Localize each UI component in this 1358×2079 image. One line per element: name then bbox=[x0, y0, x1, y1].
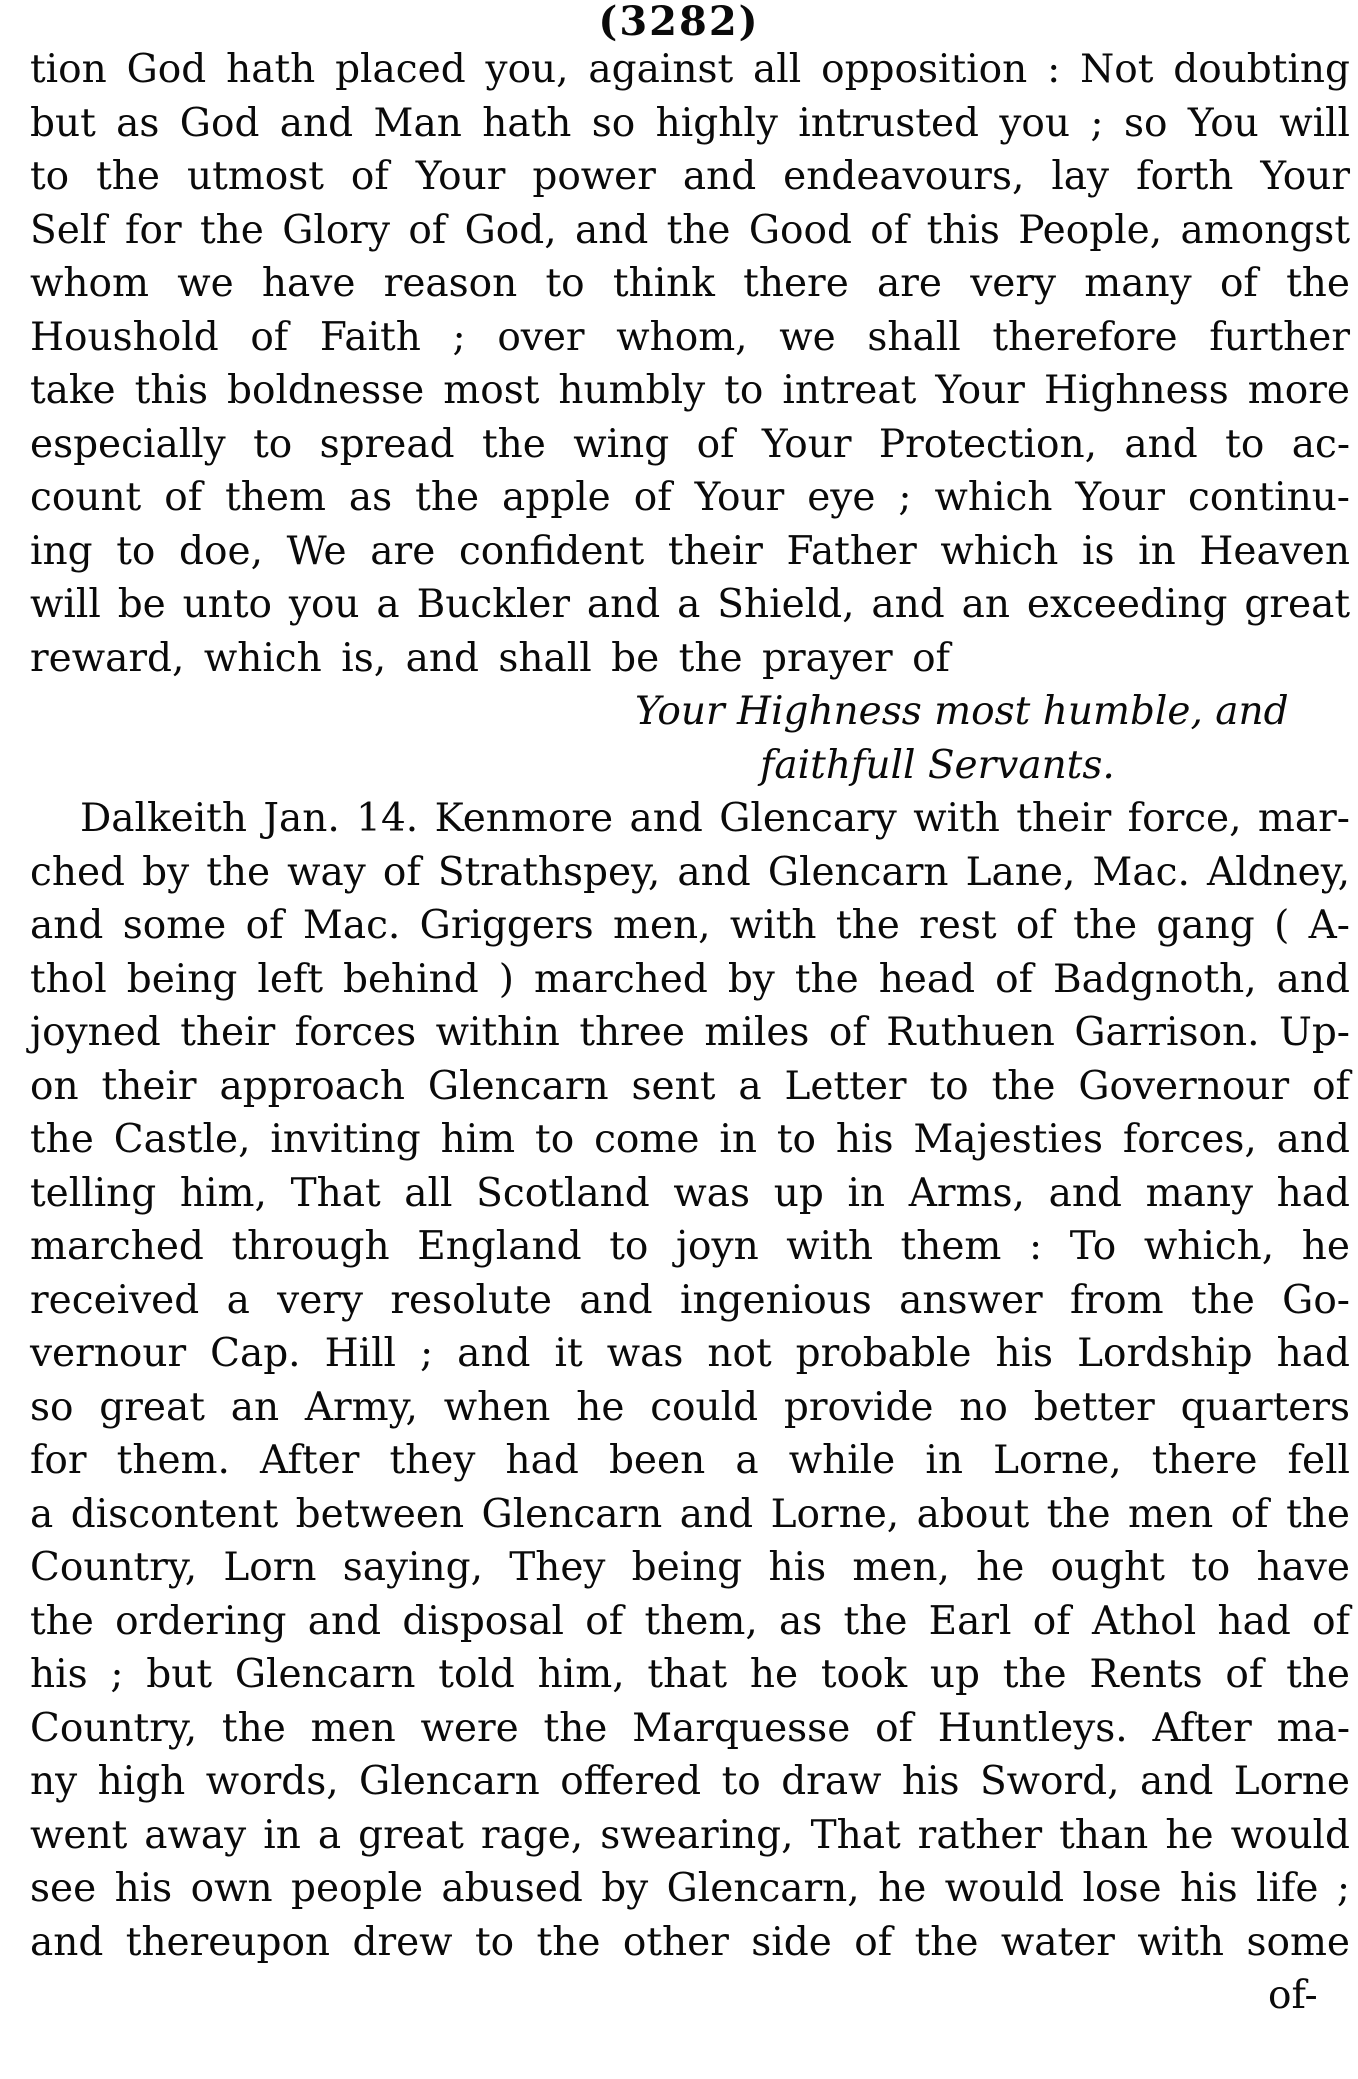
line-text: vernour Cap. Hill ; and it was not probable his Lordship had bbox=[30, 1331, 1350, 1376]
text-line bbox=[0, 97, 1358, 151]
line-text: ched by the way of Strathspey, and Glencarn Lane, Mac. Aldney, bbox=[30, 849, 1350, 895]
text-line bbox=[0, 364, 1358, 418]
line-text: ing to doe, We are confident their Father which is in Heaven bbox=[30, 528, 1350, 574]
text-line bbox=[0, 899, 1358, 953]
text-line bbox=[0, 525, 1358, 579]
line-text: marched through England to joyn with them : To which, he bbox=[30, 1224, 1350, 1269]
line-text: telling him, That all Scotland was up in Arms, and many had bbox=[30, 1170, 1350, 1216]
line-text: Houshold of Faith ; over whom, we shall therefore further bbox=[30, 314, 1350, 360]
text-line bbox=[0, 1434, 1358, 1488]
line-text: thol being left behind ) marched by the head of Badgnoth, and bbox=[30, 956, 1350, 1002]
text-line bbox=[0, 471, 1358, 525]
text-line bbox=[0, 311, 1358, 365]
line-text: take this boldnesse most humbly to intreat Your Highness more bbox=[30, 368, 1350, 413]
text-line bbox=[0, 1916, 1358, 1970]
catchword-line bbox=[0, 1969, 1358, 2023]
line-text: so great an Army, when he could provide no better quarters bbox=[30, 1384, 1350, 1430]
text-line bbox=[0, 1220, 1358, 1274]
line-text: but as God and Man hath so highly intrusted you ; so You will bbox=[30, 100, 1350, 146]
signature-text: Your Highness most humble, and bbox=[635, 689, 1289, 734]
line-text: whom we have reason to think there are very many of the bbox=[30, 261, 1350, 306]
text-line bbox=[0, 1006, 1358, 1060]
line-text: tion God hath placed you, against all opposition : Not doubting bbox=[30, 47, 1350, 92]
text-line bbox=[0, 150, 1358, 204]
line-text: Self for the Glory of God, and the Good of this People, amongst bbox=[30, 207, 1350, 253]
signature-text: faithfull Servants. bbox=[760, 742, 1115, 788]
signature-line bbox=[0, 685, 1358, 739]
text-line bbox=[0, 1381, 1358, 1435]
text-line bbox=[0, 1595, 1358, 1649]
text-line bbox=[0, 1541, 1358, 1595]
text-line bbox=[0, 1648, 1358, 1702]
line-text: Country, Lorn saying, They being his men, he ought to have bbox=[30, 1545, 1350, 1590]
line-text: went away in a great rage, swearing, That rather than he would bbox=[30, 1812, 1350, 1858]
signature-line bbox=[0, 739, 1358, 793]
line-text: the Castle, inviting him to come in to his Majesties forces, and bbox=[30, 1117, 1350, 1162]
text-line bbox=[0, 1167, 1358, 1221]
line-text: for them. After they had been a while in Lorne, there fell bbox=[30, 1438, 1350, 1483]
text-line bbox=[0, 1702, 1358, 1756]
text-line bbox=[0, 418, 1358, 472]
line-text: to the utmost of Your power and endeavours, lay forth Your bbox=[30, 154, 1350, 199]
line-text: will be unto you a Buckler and a Shield, and an exceeding great bbox=[30, 582, 1350, 627]
line-text: Country, the men were the Marquesse of Huntleys. After ma- bbox=[30, 1705, 1350, 1751]
line-text: a discontent between Glencarn and Lorne, about the men of the bbox=[30, 1491, 1350, 1537]
line-text: his ; but Glencarn told him, that he took up the Rents of the bbox=[30, 1652, 1350, 1697]
text-line bbox=[0, 792, 1358, 846]
line-text: received a very resolute and ingenious answer from the Go- bbox=[30, 1277, 1350, 1323]
catchword: of- bbox=[1268, 1973, 1318, 2018]
line-text: reward, which is, and shall be the prayer of bbox=[30, 635, 950, 681]
text-line bbox=[0, 1809, 1358, 1863]
text-line bbox=[0, 1327, 1358, 1381]
text-line bbox=[0, 1755, 1358, 1809]
text-line bbox=[0, 204, 1358, 258]
text-line bbox=[0, 1862, 1358, 1916]
text-body bbox=[0, 43, 1358, 2023]
line-text: the ordering and disposal of them, as the Earl of Athol had of bbox=[30, 1598, 1350, 1644]
text-line bbox=[0, 43, 1358, 97]
line-text: and thereupon drew to the other side of the water with some bbox=[30, 1919, 1350, 1965]
line-text: count of them as the apple of Your eye ; which Your continu- bbox=[30, 475, 1350, 520]
text-line bbox=[0, 846, 1358, 900]
line-text: and some of Mac. Griggers men, with the rest of the gang ( A- bbox=[30, 903, 1350, 948]
text-line bbox=[0, 578, 1358, 632]
text-line bbox=[0, 257, 1358, 311]
text-line bbox=[0, 1113, 1358, 1167]
text-line bbox=[0, 1274, 1358, 1328]
line-text: joyned their forces within three miles of Ruthuen Garrison. Up- bbox=[30, 1010, 1350, 1055]
text-line bbox=[0, 953, 1358, 1007]
line-text: see his own people abused by Glencarn, he would lose his life ; bbox=[30, 1866, 1350, 1911]
line-text: on their approach Glencarn sent a Letter to the Governour of bbox=[30, 1063, 1350, 1109]
text-line bbox=[0, 1060, 1358, 1114]
line-text: especially to spread the wing of Your Protection, and to ac- bbox=[30, 421, 1350, 467]
text-line bbox=[0, 632, 1358, 686]
line-text: ny high words, Glencarn offered to draw his Sword, and Lorne bbox=[30, 1759, 1350, 1804]
text-line bbox=[0, 1488, 1358, 1542]
line-text: Dalkeith Jan. 14. Kenmore and Glencary with their force, mar- bbox=[80, 796, 1350, 841]
page-number: (3282) bbox=[598, 0, 760, 45]
